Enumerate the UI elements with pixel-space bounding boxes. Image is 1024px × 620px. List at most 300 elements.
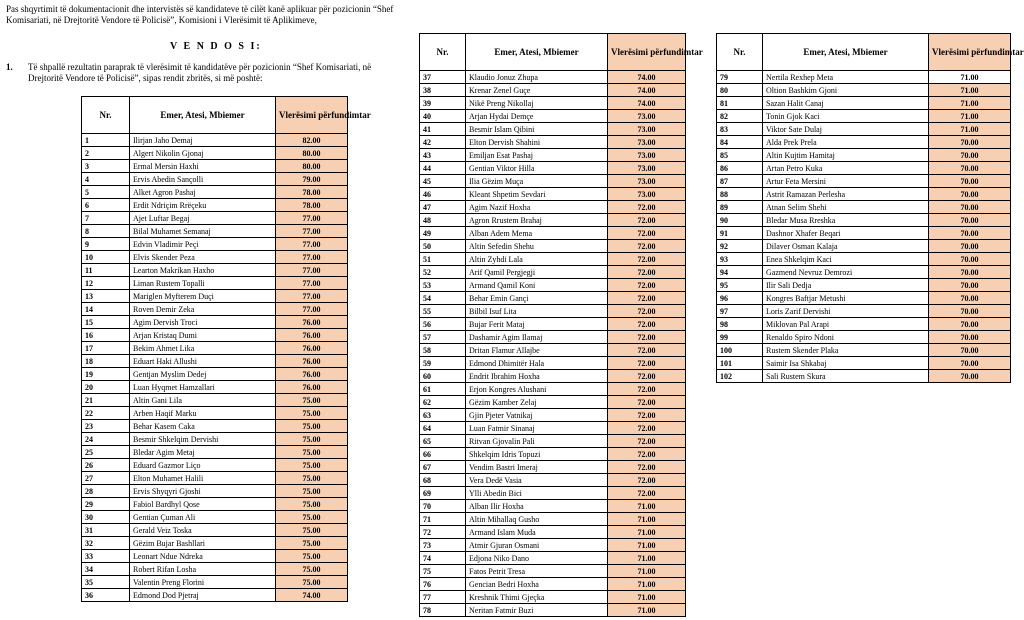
row-number: 27 xyxy=(82,472,130,485)
row-number: 20 xyxy=(82,381,130,394)
table-row xyxy=(420,318,686,331)
row-number: 98 xyxy=(717,318,763,331)
row-number: 10 xyxy=(82,251,130,264)
row-number: 41 xyxy=(420,123,466,136)
candidate-name: Agim Nazif Hoxha xyxy=(466,201,608,214)
table-row xyxy=(82,589,348,602)
final-score: 70.00 xyxy=(929,253,1011,266)
row-number: 46 xyxy=(420,188,466,201)
candidate-name: Enea Shkelqim Kaci xyxy=(763,253,929,266)
row-number: 5 xyxy=(82,186,130,199)
table-row xyxy=(717,344,1011,357)
candidate-name: Krenar Zenel Guçe xyxy=(466,84,608,97)
row-number: 36 xyxy=(82,589,130,602)
table-row xyxy=(717,266,1011,279)
final-score: 70.00 xyxy=(929,162,1011,175)
row-number: 59 xyxy=(420,357,466,370)
candidate-name: Vendim Bastri Imeraj xyxy=(466,461,608,474)
final-score: 77.00 xyxy=(276,251,348,264)
table-row xyxy=(717,240,1011,253)
table-row xyxy=(420,292,686,305)
candidate-name: Bujar Ferit Mataj xyxy=(466,318,608,331)
row-number: 33 xyxy=(82,550,130,563)
row-number: 72 xyxy=(420,526,466,539)
table-row xyxy=(82,147,348,160)
final-score: 71.00 xyxy=(608,578,686,591)
candidate-name: Dilaver Osman Kalaja xyxy=(763,240,929,253)
candidate-name: Mariglen Myfterem Duçi xyxy=(130,290,276,303)
final-score: 71.00 xyxy=(608,591,686,604)
row-number: 65 xyxy=(420,435,466,448)
row-number: 26 xyxy=(82,459,130,472)
candidate-name: Arjan Hydai Demçe xyxy=(466,110,608,123)
row-number: 31 xyxy=(82,524,130,537)
row-number: 88 xyxy=(717,188,763,201)
final-score: 70.00 xyxy=(929,201,1011,214)
final-score: 75.00 xyxy=(276,433,348,446)
final-score: 72.00 xyxy=(608,331,686,344)
final-score: 72.00 xyxy=(608,461,686,474)
row-number: 54 xyxy=(420,292,466,305)
table-row xyxy=(82,433,348,446)
final-score: 73.00 xyxy=(608,123,686,136)
row-number: 90 xyxy=(717,214,763,227)
candidate-name: Alda Prek Prela xyxy=(763,136,929,149)
final-score: 80.00 xyxy=(276,160,348,173)
candidate-name: Ervis Shyqyri Gjoshi xyxy=(130,485,276,498)
table-row xyxy=(82,394,348,407)
final-score: 72.00 xyxy=(608,240,686,253)
final-score: 75.00 xyxy=(276,420,348,433)
table-row xyxy=(717,318,1011,331)
table-row xyxy=(82,251,348,264)
row-number: 22 xyxy=(82,407,130,420)
row-number: 7 xyxy=(82,212,130,225)
table-row xyxy=(82,498,348,511)
table-row xyxy=(717,214,1011,227)
table-row xyxy=(717,292,1011,305)
table-row xyxy=(420,305,686,318)
point-text: Të shpallë rezultatin paraprak të vlerësimit të kandidatëve për pozicionin “Shef Komisariati, në Drejtoritë Vendore të Policisë”, sipas rendit zbritës, si më poshtë: xyxy=(28,62,372,83)
final-score: 71.00 xyxy=(608,513,686,526)
table-row xyxy=(82,342,348,355)
candidate-name: Gjin Pjeter Vatnikaj xyxy=(466,409,608,422)
candidate-name: Behar Emin Gançi xyxy=(466,292,608,305)
table-row xyxy=(717,149,1011,162)
final-score: 70.00 xyxy=(929,214,1011,227)
row-number: 34 xyxy=(82,563,130,576)
row-number: 100 xyxy=(717,344,763,357)
row-number: 97 xyxy=(717,305,763,318)
candidate-name: Erdit Ndriçim Rrëçeku xyxy=(130,199,276,212)
final-score: 72.00 xyxy=(608,422,686,435)
candidate-name: Luan Fatmir Sinanaj xyxy=(466,422,608,435)
final-score: 72.00 xyxy=(608,435,686,448)
final-score: 71.00 xyxy=(608,500,686,513)
table-row xyxy=(420,136,686,149)
final-score: 75.00 xyxy=(276,576,348,589)
row-number: 77 xyxy=(420,591,466,604)
row-number: 6 xyxy=(82,199,130,212)
candidate-name: Gëzim Bujar Bashllari xyxy=(130,537,276,550)
final-score: 72.00 xyxy=(608,266,686,279)
row-number: 16 xyxy=(82,329,130,342)
table-row xyxy=(82,537,348,550)
table-row xyxy=(420,539,686,552)
final-score: 71.00 xyxy=(608,539,686,552)
table-row xyxy=(82,160,348,173)
table-row xyxy=(82,173,348,186)
final-score: 76.00 xyxy=(276,342,348,355)
table-row xyxy=(420,461,686,474)
table-row xyxy=(82,524,348,537)
table-row xyxy=(717,110,1011,123)
intro-paragraph: Pas shqyrtimit të dokumentacionit dhe intervistës së kandidateve të cilët kanë aplikuar për pozicionin “Shef Komisariati, në Drejtoritë Vendore të Policisë”, Komisioni i Vlerësimit të Aplikimeve, xyxy=(6,4,394,25)
table-row xyxy=(420,513,686,526)
table-row xyxy=(420,409,686,422)
row-number: 89 xyxy=(717,201,763,214)
table-row xyxy=(717,123,1011,136)
candidate-name: Kreshnik Thimi Gjeçka xyxy=(466,591,608,604)
final-score: 79.00 xyxy=(276,173,348,186)
row-number: 75 xyxy=(420,565,466,578)
row-number: 32 xyxy=(82,537,130,550)
table-row xyxy=(420,422,686,435)
table-row xyxy=(717,253,1011,266)
candidate-name: Emiljan Esat Pashaj xyxy=(466,149,608,162)
candidate-name: Altin Gani Lila xyxy=(130,394,276,407)
row-number: 102 xyxy=(717,370,763,383)
candidate-name: Ervis Abedin Sançolli xyxy=(130,173,276,186)
candidate-name: Leonart Ndue Ndreka xyxy=(130,550,276,563)
table-row xyxy=(82,563,348,576)
row-number: 57 xyxy=(420,331,466,344)
final-score: 70.00 xyxy=(929,136,1011,149)
row-number: 66 xyxy=(420,448,466,461)
row-number: 9 xyxy=(82,238,130,251)
table-row xyxy=(420,331,686,344)
row-number: 70 xyxy=(420,500,466,513)
candidate-name: Armand Qamil Koni xyxy=(466,279,608,292)
row-number: 82 xyxy=(717,110,763,123)
candidate-name: Shkelqim Idris Topuzi xyxy=(466,448,608,461)
candidate-name: Elvis Skender Peza xyxy=(130,251,276,264)
table-row xyxy=(420,266,686,279)
final-score: 73.00 xyxy=(608,188,686,201)
final-score: 76.00 xyxy=(276,368,348,381)
final-score: 75.00 xyxy=(276,446,348,459)
table-row xyxy=(82,459,348,472)
final-score: 74.00 xyxy=(608,84,686,97)
table-row xyxy=(420,500,686,513)
candidate-name: Agim Dervish Troci xyxy=(130,316,276,329)
row-number: 49 xyxy=(420,227,466,240)
candidate-name: Sali Rustem Skura xyxy=(763,370,929,383)
row-number: 38 xyxy=(420,84,466,97)
table-row xyxy=(82,212,348,225)
row-number: 39 xyxy=(420,97,466,110)
row-number: 53 xyxy=(420,279,466,292)
table-row xyxy=(82,368,348,381)
candidate-name: Viktor Sate Dulaj xyxy=(763,123,929,136)
table-row xyxy=(717,71,1011,84)
final-score: 71.00 xyxy=(929,84,1011,97)
final-score: 70.00 xyxy=(929,357,1011,370)
final-score: 71.00 xyxy=(929,71,1011,84)
row-number: 96 xyxy=(717,292,763,305)
final-score: 74.00 xyxy=(276,589,348,602)
final-score: 71.00 xyxy=(929,97,1011,110)
candidate-name: Rustem Skender Plaka xyxy=(763,344,929,357)
candidate-name: Loris Zarif Dervishi xyxy=(763,305,929,318)
row-number: 37 xyxy=(420,71,466,84)
table-row xyxy=(717,357,1011,370)
header-nr: Nr. xyxy=(717,34,763,71)
candidate-name: Bilal Muhamet Semanaj xyxy=(130,225,276,238)
table-header-row xyxy=(82,97,348,134)
table-row xyxy=(82,186,348,199)
table-row xyxy=(82,264,348,277)
candidate-name: Fabiol Bardhyl Qose xyxy=(130,498,276,511)
table-row xyxy=(420,435,686,448)
table-row xyxy=(420,344,686,357)
final-score: 75.00 xyxy=(276,485,348,498)
final-score: 75.00 xyxy=(276,407,348,420)
final-score: 75.00 xyxy=(276,459,348,472)
candidate-name: Elton Dervish Shahini xyxy=(466,136,608,149)
final-score: 73.00 xyxy=(608,162,686,175)
table-row xyxy=(420,279,686,292)
candidate-name: Kongres Baftjar Metushi xyxy=(763,292,929,305)
final-score: 71.00 xyxy=(608,552,686,565)
final-score: 75.00 xyxy=(276,563,348,576)
final-score: 75.00 xyxy=(276,394,348,407)
candidate-name: Ajet Luftar Begaj xyxy=(130,212,276,225)
row-number: 19 xyxy=(82,368,130,381)
row-number: 69 xyxy=(420,487,466,500)
table-row xyxy=(420,474,686,487)
final-score: 70.00 xyxy=(929,149,1011,162)
row-number: 13 xyxy=(82,290,130,303)
candidate-name: Dashamir Agim Ilamaj xyxy=(466,331,608,344)
row-number: 84 xyxy=(717,136,763,149)
final-score: 72.00 xyxy=(608,396,686,409)
table-row xyxy=(82,303,348,316)
header-score: Vlerësimi përfundimtar xyxy=(276,97,348,134)
table-row xyxy=(420,604,686,617)
row-number: 63 xyxy=(420,409,466,422)
final-score: 70.00 xyxy=(929,279,1011,292)
candidate-name: Ritvan Gjovalin Pali xyxy=(466,435,608,448)
row-number: 28 xyxy=(82,485,130,498)
table-row xyxy=(420,396,686,409)
final-score: 70.00 xyxy=(929,370,1011,383)
row-number: 61 xyxy=(420,383,466,396)
table-row xyxy=(420,110,686,123)
row-number: 64 xyxy=(420,422,466,435)
final-score: 75.00 xyxy=(276,511,348,524)
candidate-name: Atnan Selim Shehi xyxy=(763,201,929,214)
row-number: 74 xyxy=(420,552,466,565)
final-score: 77.00 xyxy=(276,212,348,225)
table-row xyxy=(82,550,348,563)
candidate-name: Robert Rifan Losha xyxy=(130,563,276,576)
table-row xyxy=(717,201,1011,214)
candidate-name: Atmir Gjuran Osmani xyxy=(466,539,608,552)
table-row xyxy=(82,199,348,212)
table-row xyxy=(82,420,348,433)
final-score: 72.00 xyxy=(608,253,686,266)
candidate-name: Vera Dedë Vasia xyxy=(466,474,608,487)
candidate-name: Roven Demir Zeka xyxy=(130,303,276,316)
final-score: 73.00 xyxy=(608,136,686,149)
row-number: 21 xyxy=(82,394,130,407)
final-score: 70.00 xyxy=(929,344,1011,357)
header-score: Vlerësimi përfundimtar xyxy=(929,34,1011,71)
candidate-name: Ilir Sali Dedja xyxy=(763,279,929,292)
candidate-name: Besmir Islam Qibini xyxy=(466,123,608,136)
table-row xyxy=(420,357,686,370)
candidate-name: Arben Haqif Marku xyxy=(130,407,276,420)
row-number: 91 xyxy=(717,227,763,240)
candidate-name: Neritan Fatmir Buzi xyxy=(466,604,608,617)
candidate-name: Fatos Petrit Tresa xyxy=(466,565,608,578)
header-name: Emer, Atesi, Mbiemer xyxy=(763,34,929,71)
final-score: 77.00 xyxy=(276,290,348,303)
header-score: Vlerësimi përfundimtar xyxy=(608,34,686,71)
candidate-name: Alban Adem Mema xyxy=(466,227,608,240)
row-number: 83 xyxy=(717,123,763,136)
candidate-name: Valentin Preng Florini xyxy=(130,576,276,589)
row-number: 81 xyxy=(717,97,763,110)
final-score: 70.00 xyxy=(929,318,1011,331)
final-score: 75.00 xyxy=(276,498,348,511)
table-row xyxy=(82,225,348,238)
row-number: 18 xyxy=(82,355,130,368)
table-header-row xyxy=(717,34,1011,71)
row-number: 11 xyxy=(82,264,130,277)
table-row xyxy=(420,149,686,162)
row-number: 95 xyxy=(717,279,763,292)
table-row xyxy=(420,175,686,188)
row-number: 24 xyxy=(82,433,130,446)
final-score: 71.00 xyxy=(608,604,686,617)
candidate-name: Bledar Agim Metaj xyxy=(130,446,276,459)
row-number: 67 xyxy=(420,461,466,474)
final-score: 70.00 xyxy=(929,240,1011,253)
row-number: 94 xyxy=(717,266,763,279)
row-number: 29 xyxy=(82,498,130,511)
candidate-name: Gentjan Myslim Dedej xyxy=(130,368,276,381)
table-row xyxy=(82,407,348,420)
candidate-name: Arjan Kristaq Dumi xyxy=(130,329,276,342)
candidate-name: Bekim Ahmet Lika xyxy=(130,342,276,355)
table-row xyxy=(420,591,686,604)
final-score: 78.00 xyxy=(276,186,348,199)
table-row xyxy=(82,446,348,459)
table-row xyxy=(420,240,686,253)
table-row xyxy=(420,370,686,383)
candidate-name: Besmir Shkelqim Dervishi xyxy=(130,433,276,446)
candidate-name: Gëzim Kamber Zelaj xyxy=(466,396,608,409)
results-table-2 xyxy=(419,33,703,617)
table-row xyxy=(717,97,1011,110)
row-number: 8 xyxy=(82,225,130,238)
table-row xyxy=(717,136,1011,149)
final-score: 74.00 xyxy=(608,71,686,84)
row-number: 68 xyxy=(420,474,466,487)
table-row xyxy=(420,227,686,240)
candidate-name: Bilbil Isuf Lita xyxy=(466,305,608,318)
row-number: 15 xyxy=(82,316,130,329)
candidate-name: Eduart Haki Allushi xyxy=(130,355,276,368)
candidate-name: Edmond Dhimitër Hala xyxy=(466,357,608,370)
final-score: 75.00 xyxy=(276,472,348,485)
final-score: 75.00 xyxy=(276,524,348,537)
candidate-name: Endrit Ibrahim Hoxha xyxy=(466,370,608,383)
final-score: 76.00 xyxy=(276,355,348,368)
final-score: 73.00 xyxy=(608,110,686,123)
table-row xyxy=(82,576,348,589)
row-number: 80 xyxy=(717,84,763,97)
table-row xyxy=(420,383,686,396)
row-number: 14 xyxy=(82,303,130,316)
candidate-name: Gerald Veiz Toska xyxy=(130,524,276,537)
final-score: 70.00 xyxy=(929,266,1011,279)
table-row xyxy=(420,188,686,201)
table-row xyxy=(82,316,348,329)
row-number: 3 xyxy=(82,160,130,173)
row-number: 12 xyxy=(82,277,130,290)
row-number: 23 xyxy=(82,420,130,433)
candidate-name: Learton Makrikan Haxho xyxy=(130,264,276,277)
final-score: 72.00 xyxy=(608,305,686,318)
row-number: 76 xyxy=(420,578,466,591)
final-score: 78.00 xyxy=(276,199,348,212)
candidate-name: Behar Kasem Caka xyxy=(130,420,276,433)
row-number: 101 xyxy=(717,357,763,370)
row-number: 43 xyxy=(420,149,466,162)
final-score: 77.00 xyxy=(276,277,348,290)
row-number: 99 xyxy=(717,331,763,344)
final-score: 76.00 xyxy=(276,381,348,394)
candidate-name: Kleant Shpetim Sevdari xyxy=(466,188,608,201)
final-score: 76.00 xyxy=(276,329,348,342)
row-number: 4 xyxy=(82,173,130,186)
row-number: 52 xyxy=(420,266,466,279)
final-score: 70.00 xyxy=(929,227,1011,240)
final-score: 71.00 xyxy=(608,565,686,578)
table-header-row xyxy=(420,34,686,71)
candidate-name: Nikë Preng Nikollaj xyxy=(466,97,608,110)
candidate-name: Edjona Niko Dano xyxy=(466,552,608,565)
row-number: 58 xyxy=(420,344,466,357)
candidate-name: Alket Agron Pashaj xyxy=(130,186,276,199)
candidate-name: Erjon Kongres Alushani xyxy=(466,383,608,396)
row-number: 30 xyxy=(82,511,130,524)
row-number: 56 xyxy=(420,318,466,331)
candidate-name: Artur Feta Mersini xyxy=(763,175,929,188)
row-number: 55 xyxy=(420,305,466,318)
table-row xyxy=(420,214,686,227)
candidate-name: Agron Rrustem Brahaj xyxy=(466,214,608,227)
decision-heading: V E N D O S I: xyxy=(170,41,262,52)
final-score: 75.00 xyxy=(276,537,348,550)
row-number: 79 xyxy=(717,71,763,84)
row-number: 78 xyxy=(420,604,466,617)
candidate-name: Astrit Ramazan Perlesha xyxy=(763,188,929,201)
row-number: 40 xyxy=(420,110,466,123)
